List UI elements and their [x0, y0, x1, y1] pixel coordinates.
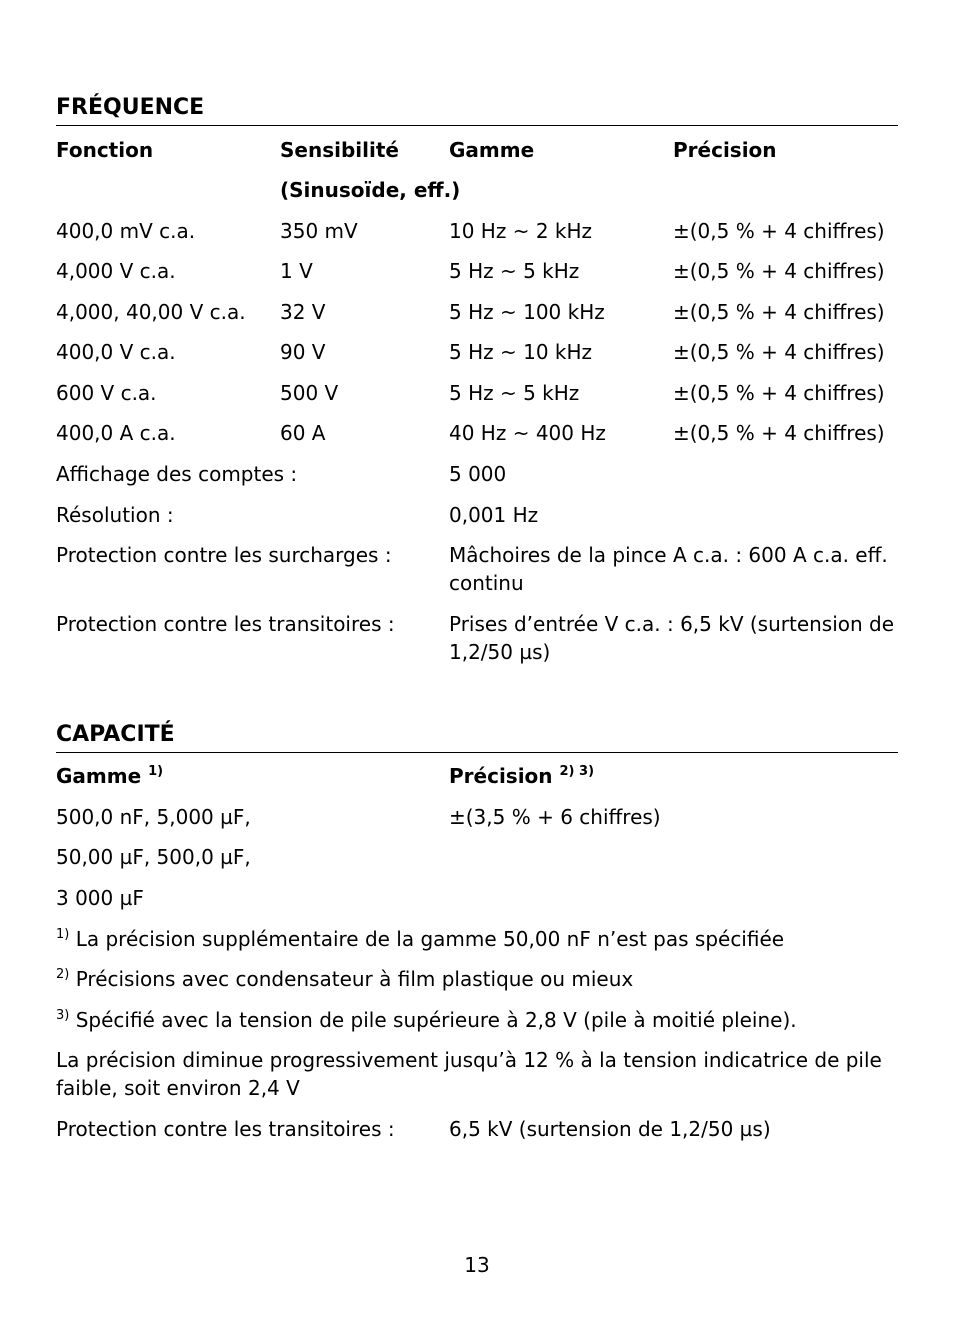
- frequency-table-subheader: [56, 176, 898, 204]
- row-accuracy: ±(0,5 % + 4 chiffres): [673, 421, 885, 445]
- footnote: [56, 1006, 898, 1034]
- table-row: [56, 379, 898, 407]
- row-sensitivity: 500 V: [280, 381, 339, 405]
- row-function: 400,0 V c.a.: [56, 340, 176, 364]
- row-sensitivity: 90 V: [280, 340, 326, 364]
- row-accuracy: ±(0,5 % + 4 chiffres): [673, 219, 885, 243]
- spec-label-overload: Protection contre les surcharges :: [56, 543, 392, 567]
- table-row: [56, 257, 898, 285]
- page-number: 13: [464, 1253, 490, 1277]
- table-row: [56, 298, 898, 326]
- row-accuracy: ±(0,5 % + 4 chiffres): [673, 381, 885, 405]
- cap-range-line: 3 000 µF: [56, 886, 144, 910]
- row-sensitivity: 1 V: [280, 259, 313, 283]
- cap-range-line: 50,00 µF, 500,0 µF,: [56, 845, 251, 869]
- footnote-mark: 2): [56, 967, 70, 982]
- table-row: [56, 843, 898, 871]
- table-row: [56, 803, 898, 831]
- spec-label-counts: Affichage des comptes :: [56, 462, 298, 486]
- header-range: Gamme: [449, 138, 535, 162]
- row-function: 600 V c.a.: [56, 381, 157, 405]
- header-sensitivity: Sensibilité: [280, 138, 399, 162]
- spec-row: [56, 501, 898, 529]
- cap-transient-value: 6,5 kV (surtension de 1,2/50 µs): [449, 1117, 771, 1141]
- row-range: 10 Hz ~ 2 kHz: [449, 219, 593, 243]
- table-row: [56, 217, 898, 245]
- spec-value-counts: 5 000: [449, 462, 507, 486]
- row-range: 5 Hz ~ 10 kHz: [449, 340, 593, 364]
- spec-value-resolution: 0,001 Hz: [449, 503, 539, 527]
- header-cap-accuracy: Précision $^{2) 3)}$: [449, 764, 595, 788]
- spec-label-transient: Protection contre les transitoires :: [56, 612, 395, 636]
- row-function: 400,0 A c.a.: [56, 421, 176, 445]
- footnote-mark: 1): [56, 927, 70, 942]
- row-sensitivity: 60 A: [280, 421, 326, 445]
- paragraph-row: [56, 1046, 898, 1102]
- cap-accuracy: ±(3,5 % + 6 chiffres): [449, 805, 661, 829]
- footnote-text: Précisions avec condensateur à film plastique ou mieux: [75, 967, 634, 991]
- row-range: 5 Hz ~ 5 kHz: [449, 259, 580, 283]
- cap-transient-label: Protection contre les transitoires :: [56, 1117, 395, 1141]
- row-accuracy: ±(0,5 % + 4 chiffres): [673, 300, 885, 324]
- header-sensitivity-note: (Sinusoïde, eff.): [280, 178, 461, 202]
- row-range: 5 Hz ~ 5 kHz: [449, 381, 580, 405]
- footnote: [56, 965, 898, 993]
- footnote-text: Spécifié avec la tension de pile supérieure à 2,8 V (pile à moitié pleine).: [75, 1008, 797, 1032]
- row-function: 4,000, 40,00 V c.a.: [56, 300, 246, 324]
- table-row: [56, 338, 898, 366]
- spec-row: [56, 460, 898, 488]
- document-page: [56, 0, 898, 1332]
- header-accuracy: Précision: [673, 138, 777, 162]
- spec-label-resolution: Résolution :: [56, 503, 174, 527]
- header-function: Fonction: [56, 138, 154, 162]
- footnote-text: La précision supplémentaire de la gamme 50,00 nF n’est pas spécifiée: [75, 927, 785, 951]
- row-accuracy: ±(0,5 % + 4 chiffres): [673, 340, 885, 364]
- footnote-mark: 3): [56, 1008, 70, 1023]
- spec-row: [56, 1115, 898, 1143]
- row-sensitivity: 32 V: [280, 300, 326, 324]
- row-function: 4,000 V c.a.: [56, 259, 176, 283]
- spec-row: [56, 610, 898, 666]
- battery-paragraph: La précision diminue progressivement jusqu’à 12 % à la tension indicatrice de pile faible, soit environ 2,4 V: [56, 1048, 882, 1100]
- frequency-table-header: [56, 136, 898, 164]
- row-accuracy: ±(0,5 % + 4 chiffres): [673, 259, 885, 283]
- row-function: 400,0 mV c.a.: [56, 219, 196, 243]
- frequency-section-title: FRÉQUENCE: [56, 95, 898, 126]
- capacitance-section-title: CAPACITÉ: [56, 722, 898, 753]
- row-range: 5 Hz ~ 100 kHz: [449, 300, 605, 324]
- spec-value-overload: Mâchoires de la pince A c.a. : 600 A c.a. eff. continu: [449, 543, 888, 595]
- header-cap-range: Gamme $^{1)}$: [56, 764, 164, 788]
- table-row: [56, 884, 898, 912]
- capacitance-table-header: [56, 762, 898, 790]
- row-sensitivity: 350 mV: [280, 219, 358, 243]
- spec-row: [56, 541, 898, 597]
- footnote: [56, 925, 898, 953]
- table-row: [56, 419, 898, 447]
- row-range: 40 Hz ~ 400 Hz: [449, 421, 606, 445]
- cap-range-line: 500,0 nF, 5,000 µF,: [56, 805, 251, 829]
- spec-value-transient: Prises d’entrée V c.a. : 6,5 kV (surtension de 1,2/50 µs): [449, 612, 895, 664]
